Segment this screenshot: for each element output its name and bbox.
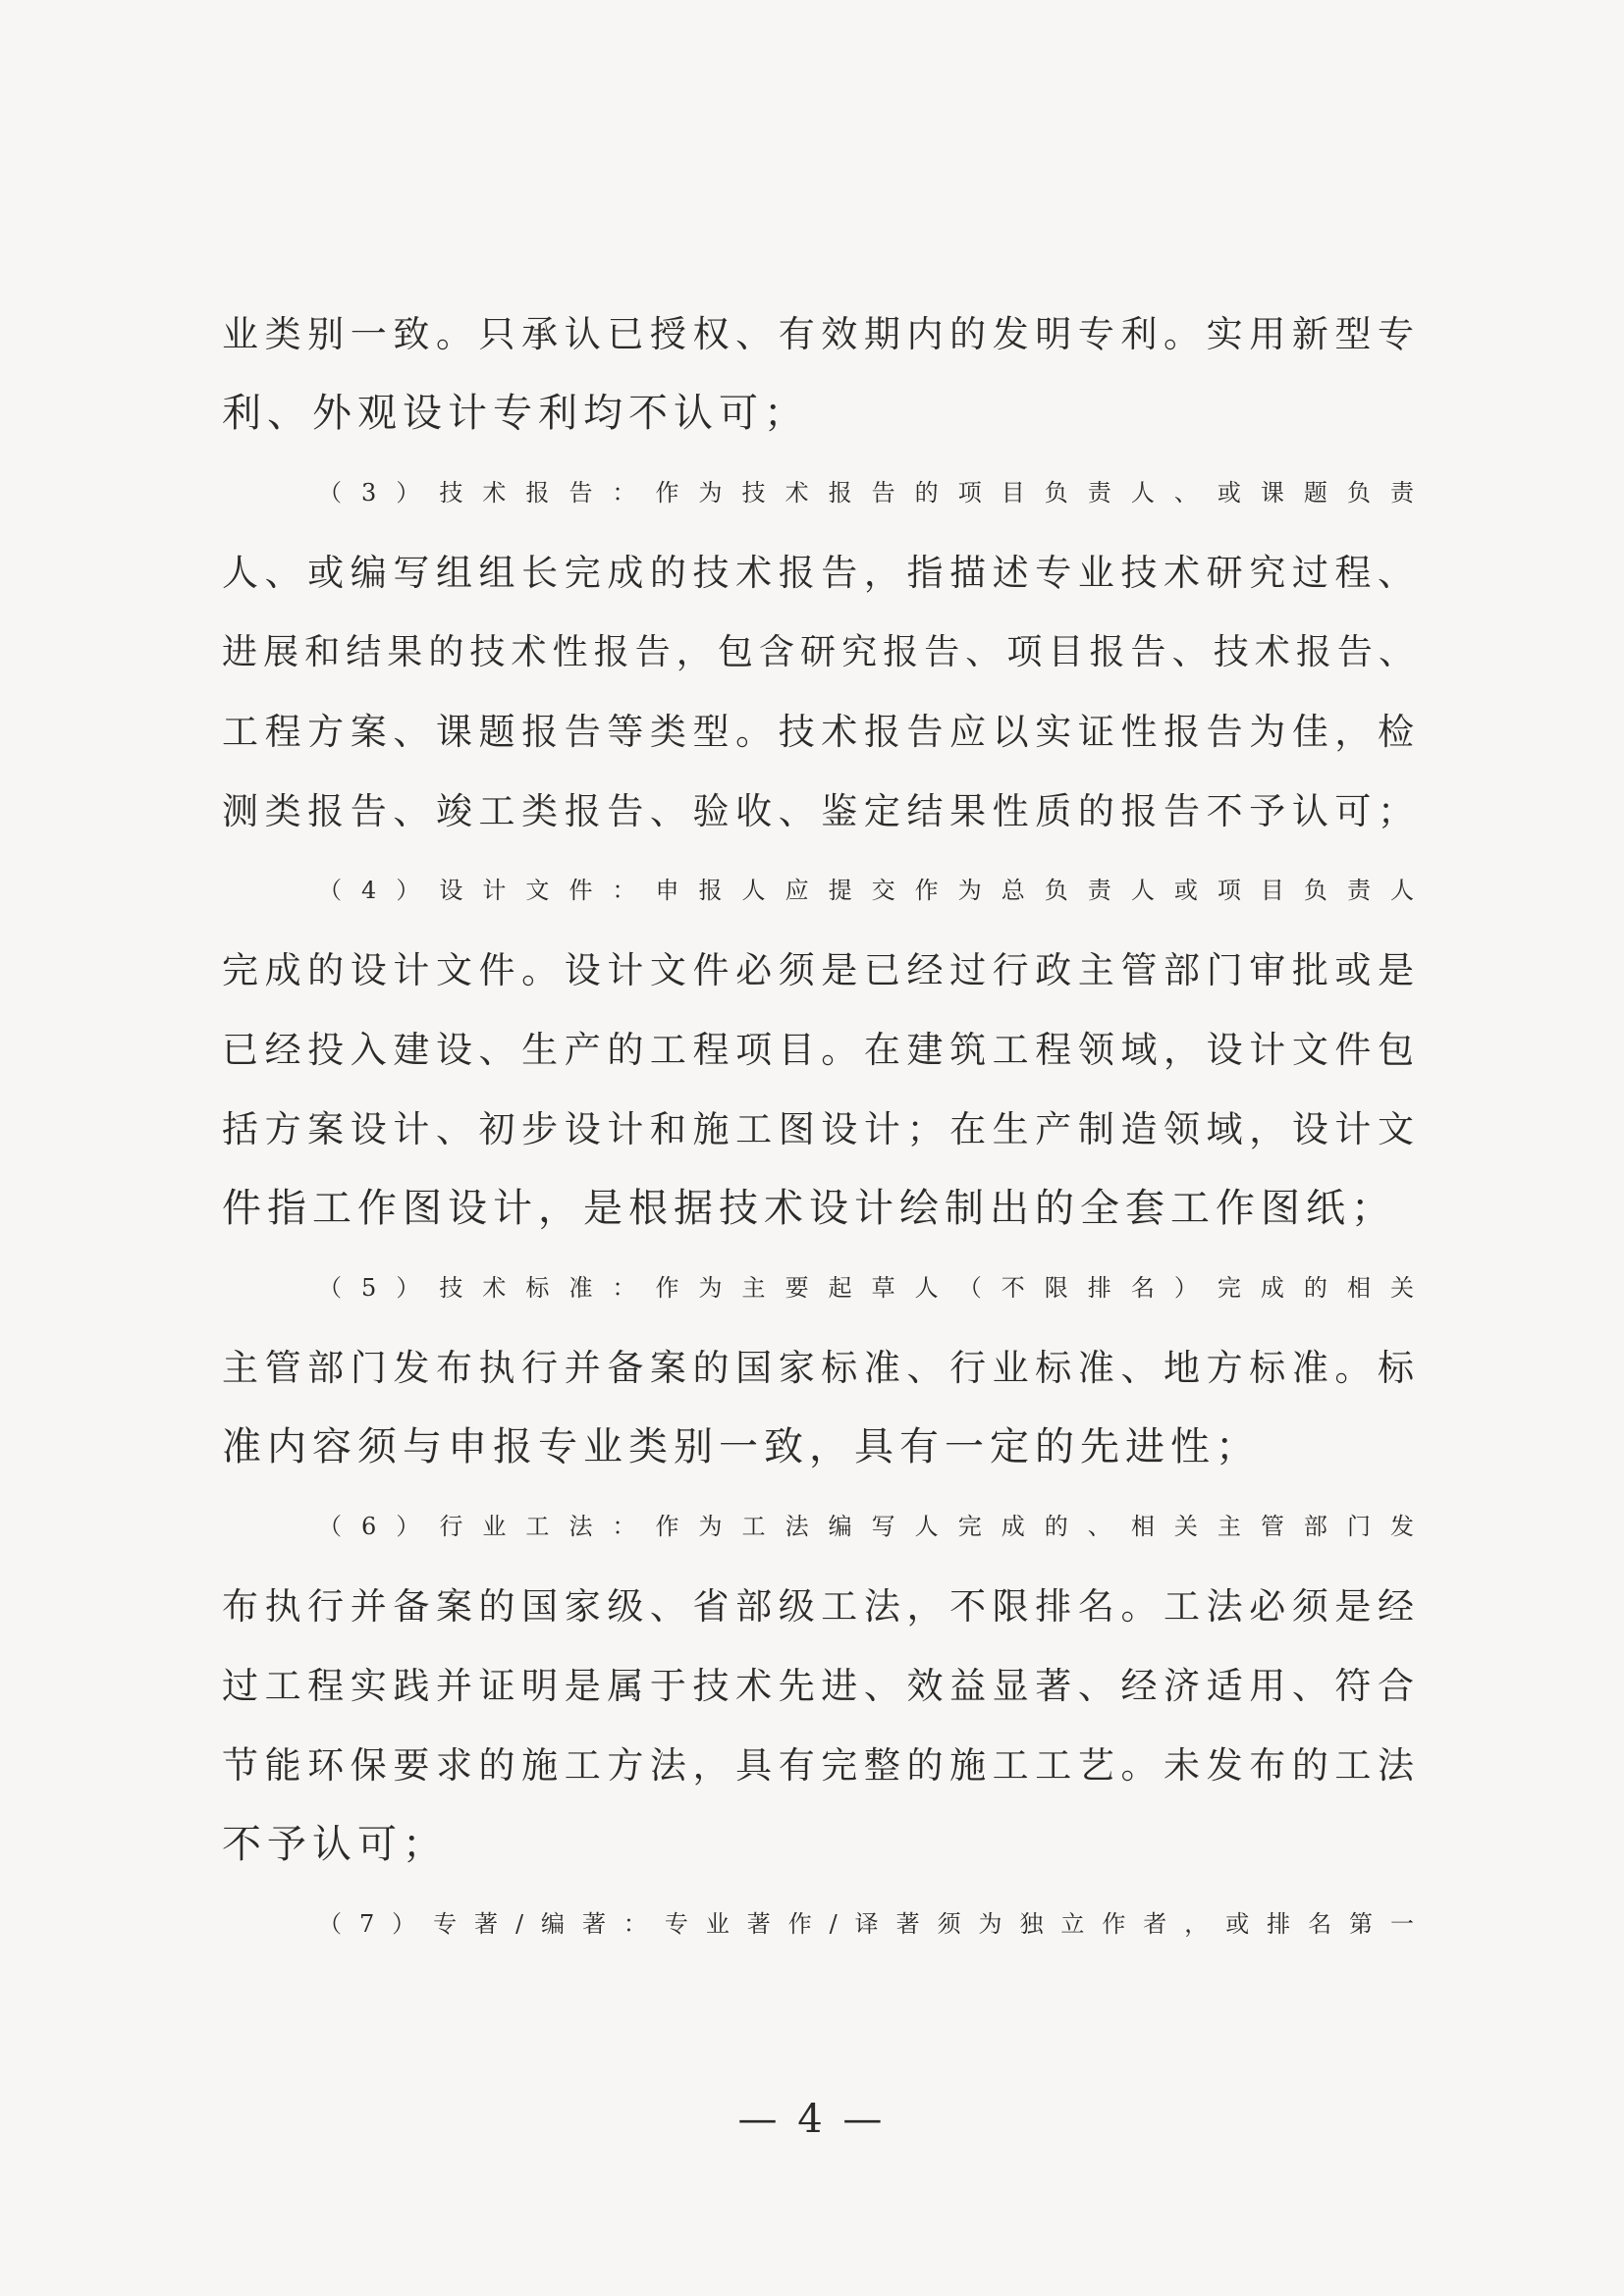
text-line: 业类别一致。只承认已授权、有效期内的发明专利。实用新型专 bbox=[222, 313, 1420, 355]
text-line: 进展和结果的技术性报告，包含研究报告、项目报告、技术报告、 bbox=[222, 632, 1420, 672]
text-line: 主管部门发布执行并备案的国家标准、行业标准、地方标准。标 bbox=[222, 1347, 1420, 1389]
text-line: 不予认可； bbox=[222, 1822, 448, 1867]
text-line: 已经投入建设、生产的工程项目。在建筑工程领域，设计文件包 bbox=[222, 1029, 1420, 1071]
page-number: — 4 — bbox=[737, 2097, 887, 2142]
text-line: 测类报告、竣工类报告、验收、鉴定结果性质的报告不予认可； bbox=[222, 790, 1420, 832]
text-line: 完成的设计文件。设计文件必须是已经过行政主管部门审批或是 bbox=[222, 949, 1420, 991]
document-body bbox=[222, 294, 1420, 1964]
text-line: 工程方案、课题报告等类型。技术报告应以实证性报告为佳，检 bbox=[222, 711, 1420, 753]
text-line: （7）专著/编著：专业著作/译著须为独立作者，或排名第一 bbox=[318, 1910, 1420, 1938]
text-line: 节能环保要求的施工方法，具有完整的施工工艺。未发布的工法 bbox=[222, 1744, 1420, 1787]
text-line: （4）设计文件：申报人应提交作为总负责人或项目负责人 bbox=[318, 877, 1420, 904]
text-line: 准内容须与申报专业类别一致，具有一定的先进性； bbox=[222, 1424, 1261, 1469]
text-line: （6）行业工法：作为工法编写人完成的、相关主管部门发 bbox=[318, 1513, 1420, 1540]
text-line: 件指工作图设计，是根据技术设计绘制出的全套工作图纸； bbox=[222, 1186, 1396, 1231]
text-line: 利、外观设计专利均不认可； bbox=[222, 391, 809, 436]
text-line: 布执行并备案的国家级、省部级工法，不限排名。工法必须是经 bbox=[222, 1585, 1420, 1628]
text-line: 括方案设计、初步设计和施工图设计；在生产制造领域，设计文 bbox=[222, 1108, 1420, 1150]
text-line: 人、或编写组组长完成的技术报告，指描述专业技术研究过程、 bbox=[222, 552, 1420, 594]
text-line: （5）技术标准：作为主要起草人（不限排名）完成的相关 bbox=[318, 1274, 1420, 1302]
text-line: 过工程实践并证明是属于技术先进、效益显著、经济适用、符合 bbox=[222, 1665, 1420, 1707]
text-line: （3）技术报告：作为技术报告的项目负责人、或课题负责 bbox=[318, 479, 1420, 507]
